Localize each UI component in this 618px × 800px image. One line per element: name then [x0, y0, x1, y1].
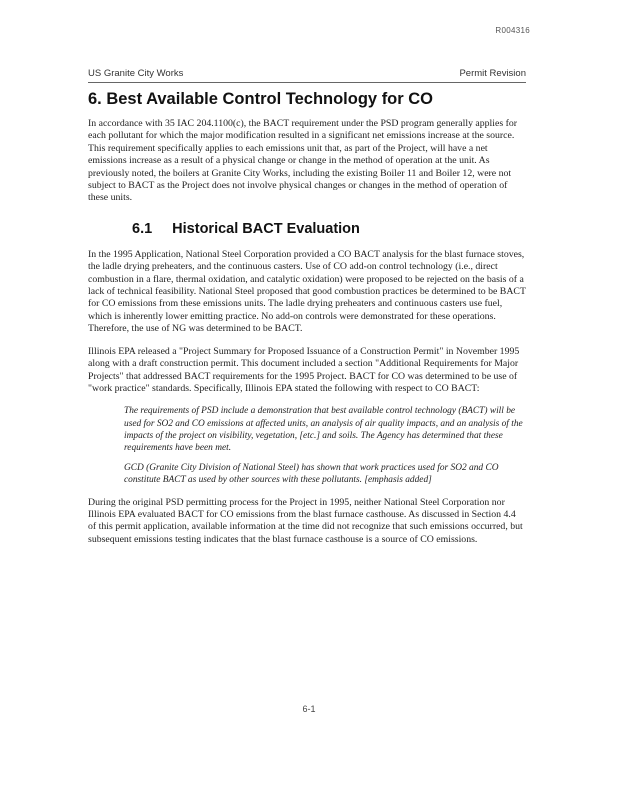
subsection-number: 6.1 — [132, 220, 153, 237]
header-rule — [88, 82, 526, 83]
subsection-title: Historical BACT Evaluation — [172, 220, 360, 237]
intro-paragraph: In accordance with 35 IAC 204.1100(c), the BACT requirement under the PSD program generally applies for each pollutant for which the major modification resulted in a significant net emissions increase at the source. This requirement specifically applies to each emissions unit that, as part of the Project, will have a net emissions increase as a result of a physical change or change in the method of operation at the unit. As previously noted, the boilers at Granite City Works, including the existing Boiler 11 and Boiler 12, were not subject to BACT as the Project does not involve physical changes or changes in the method of operation of these units. — [88, 118, 518, 204]
quote-paragraph: GCD (Granite City Division of National Steel) has shown that work practices used for SO2 and CO constitute BACT as used by other sources with these pollutants. [emphasis added] — [124, 463, 499, 486]
body-paragraph: In the 1995 Application, National Steel Corporation provided a CO BACT analysis for the blast furnace stoves, the ladle drying preheaters, and the continuous casters. Use of CO add-on control technology (i.e., direct combustion in a flare, thermal oxidation, and catalytic oxidation) were proposed to be rejected on the basis of a lack of technical feasibility. National Steel proposed that good combustion practices be determined to be BACT for CO emissions from these emissions units. The ladle drying preheaters and continuous casters use fuel, which is inherently lower emitting practice. No add-on controls were demonstrated for these operations. Therefore, the use of NG was determined to be BACT. — [88, 248, 526, 335]
closing-paragraph: During the original PSD permitting process for the Project in 1995, neither National Steel Corporation nor Illinois EPA evaluated BACT for CO emissions from the blast furnace casthouse. As discussed in Section 4.4 of this permit application, available information at the time did not recognize that such emissions occurred, but subsequent emissions testing indicates that the blast furnace casthouse is a source of CO emissions. — [88, 496, 523, 545]
page-number: 6-1 — [302, 704, 316, 714]
body-paragraph: Illinois EPA released a "Project Summary for Proposed Issuance of a Construction Permit" in November 1995 along with a draft construction permit. This document included a section "Additional Requirements for Major Projects" that addressed BACT requirements for the 1995 Project. BACT for CO was determined to be use of "work practice" standards. Specifically, Illinois EPA stated the following with respect to CO BACT: — [88, 345, 520, 394]
page-content — [88, 90, 526, 556]
header-right: Permit Revision — [459, 68, 526, 79]
epa-quote — [124, 405, 526, 486]
document-id: R004316 — [495, 26, 530, 35]
quote-paragraph: The requirements of PSD include a demonstration that best available control technology (BACT) will be used for SO2 and CO emissions at affected units, an analysis of air quality impacts, and an analysis of the impacts of the project on visibility, vegetation, [etc.] and soils. The Agency has determined that these requirements have been met. — [124, 406, 523, 453]
header-left: US Granite City Works — [88, 68, 184, 79]
running-header — [88, 68, 526, 79]
subsection-heading — [88, 221, 526, 237]
section-heading: 6. Best Available Control Technology for CO — [88, 90, 434, 108]
